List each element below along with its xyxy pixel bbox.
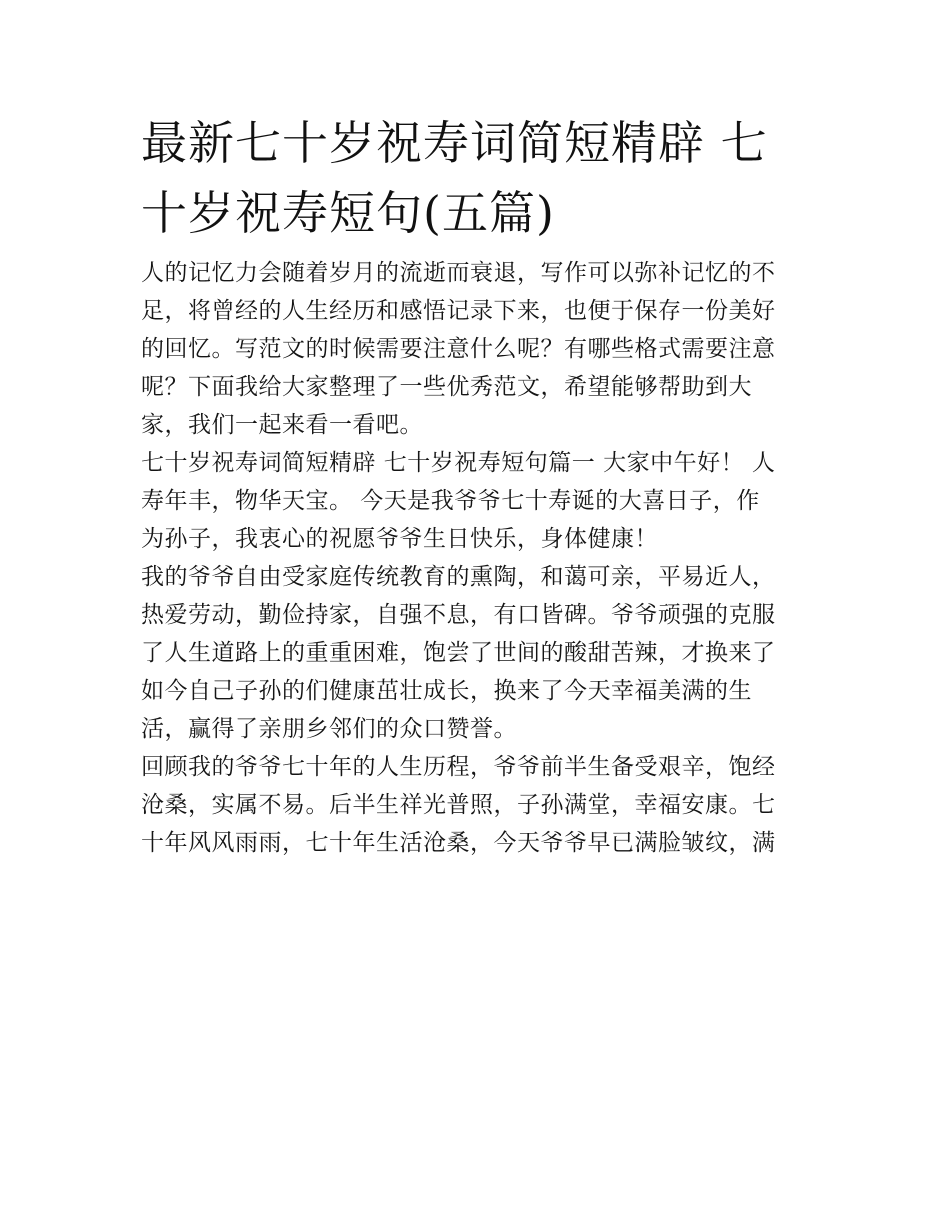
title-line-1: 最新七十岁祝寿词简短精辟 七 <box>141 116 768 170</box>
paragraph-life-review <box>141 748 822 862</box>
document-title <box>141 108 822 248</box>
paragraph-line: 寿年丰，物华天宝。 今天是我爷爷七十寿诞的大喜日子，作 <box>141 488 760 514</box>
paragraph-line: 我的爷爷自由受家庭传统教育的熏陶，和蔼可亲，平易近人， <box>141 564 776 590</box>
paragraph-line: 沧桑，实属不易。后半生祥光普照，子孙满堂，幸福安康。七 <box>141 792 776 818</box>
paragraph-line: 回顾我的爷爷七十年的人生历程，爷爷前半生备受艰辛，饱经 <box>141 754 776 780</box>
paragraph-line: 人的记忆力会随着岁月的流逝而衰退，写作可以弥补记忆的不 <box>141 260 776 286</box>
paragraph-line: 的回忆。写范文的时候需要注意什么呢？有哪些格式需要注意 <box>141 336 776 362</box>
paragraph-line: 活，赢得了亲朋乡邻们的众口赞誉。 <box>141 716 517 742</box>
paragraph-line: 七十岁祝寿词简短精辟 七十岁祝寿短句篇一 大家中午好！ 人 <box>141 450 776 476</box>
paragraph-line: 十年风风雨雨，七十年生活沧桑，今天爷爷早已满脸皱纹，满 <box>141 830 776 856</box>
paragraph-section-one <box>141 444 822 558</box>
paragraph-intro <box>141 254 822 444</box>
title-line-2: 十岁祝寿短句(五篇) <box>141 186 555 240</box>
paragraph-line: 如今自己子孙的们健康茁壮成长，换来了今天幸福美满的生 <box>141 678 752 704</box>
paragraph-line: 呢？下面我给大家整理了一些优秀范文，希望能够帮助到大 <box>141 374 752 400</box>
paragraph-grandfather-character <box>141 558 822 748</box>
paragraph-line: 足，将曾经的人生经历和感悟记录下来，也便于保存一份美好 <box>141 298 776 324</box>
paragraph-line: 家，我们一起来看一看吧。 <box>141 412 423 438</box>
paragraph-line: 为孙子，我衷心的祝愿爷爷生日快乐，身体健康！ <box>141 526 658 552</box>
paragraph-line: 了人生道路上的重重困难，饱尝了世间的酸甜苦辣，才换来了 <box>141 640 776 666</box>
paragraph-line: 热爱劳动，勤俭持家，自强不息，有口皆碑。爷爷顽强的克服 <box>141 602 776 628</box>
